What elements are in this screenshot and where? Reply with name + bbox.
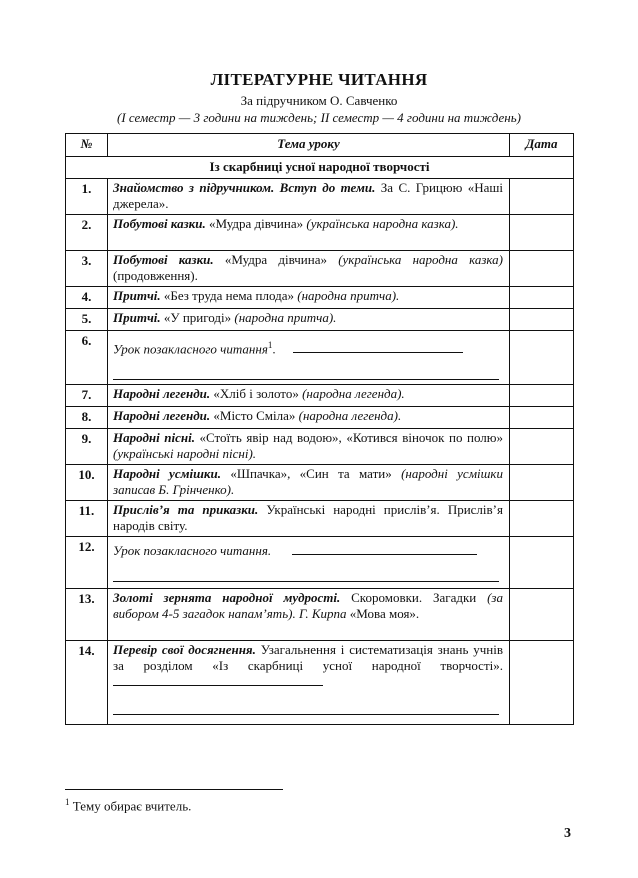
section-row — [66, 157, 574, 179]
topic-heading: Народні легенди. — [113, 386, 211, 401]
table-row — [66, 641, 574, 725]
topic-note: (народні усмішки записав Б. Грінченко). — [113, 466, 503, 497]
topic-text: «Стоїть явір над водою», «Котився віночок по полю» — [194, 430, 503, 445]
row-topic — [108, 429, 510, 465]
row-topic — [108, 465, 510, 501]
topic-text: «У пригоді» — [160, 310, 235, 325]
row-topic — [108, 385, 510, 407]
date-cell — [510, 641, 574, 725]
row-topic — [108, 287, 510, 309]
topic-heading: Перевір свої досягнення. — [113, 642, 256, 657]
table-row — [66, 251, 574, 287]
table-row — [66, 179, 574, 215]
row-number: 13. — [66, 589, 108, 641]
topic-text: «Мудра дівчина» — [213, 252, 339, 267]
row-topic — [108, 179, 510, 215]
topic-heading: Народні легенди. — [113, 408, 211, 423]
date-cell — [510, 251, 574, 287]
row-number: 11. — [66, 501, 108, 537]
header-topic: Тема уроку — [108, 134, 510, 157]
blank-line — [113, 365, 499, 380]
date-cell — [510, 429, 574, 465]
blank-line — [113, 700, 499, 715]
row-number: 14. — [66, 641, 108, 725]
topic-heading: Знайомство з підручником. Вступ до теми. — [113, 180, 376, 195]
table-row — [66, 309, 574, 331]
table-row — [66, 537, 574, 589]
date-cell — [510, 465, 574, 501]
topic-heading: Притчі. — [113, 288, 161, 303]
table-row — [66, 465, 574, 501]
footnote-mark: 1 — [65, 797, 70, 807]
topic-heading: Народні пісні. — [113, 430, 195, 445]
topic-text: «Місто Сміла» — [210, 408, 299, 423]
lessons-table — [65, 133, 574, 725]
date-cell — [510, 537, 574, 589]
topic-note: (українська народна казка). — [306, 216, 459, 231]
row-number: 4. — [66, 287, 108, 309]
row-number: 1. — [66, 179, 108, 215]
row-number: 10. — [66, 465, 108, 501]
row-number: 6. — [66, 331, 108, 385]
row-number: 5. — [66, 309, 108, 331]
topic-text: Узагальнення і систематизація знань учнів за розділом «Із скарбниці усної народної творчості». — [113, 642, 503, 673]
topic-heading: Притчі. — [113, 310, 161, 325]
date-cell — [510, 215, 574, 251]
table-row — [66, 501, 574, 537]
topic-heading: Прислів’я та приказки. — [113, 502, 259, 517]
date-cell — [510, 179, 574, 215]
date-cell — [510, 309, 574, 331]
page-title: ЛІТЕРАТУРНЕ ЧИТАННЯ — [210, 70, 428, 89]
footnote-text: Тему обирає вчитель. — [72, 798, 192, 814]
topic-heading: Народні усмішки. — [113, 466, 222, 481]
topic-note: (народна легенда). — [298, 408, 402, 423]
topic-note: (народна притча). — [297, 288, 400, 303]
textbook-note: За підручником О. Савченко — [240, 93, 398, 108]
topic-text: За С. Грицюю «Наші джерела». — [113, 180, 503, 211]
table-row — [66, 385, 574, 407]
table-header-row — [66, 134, 574, 157]
topic-text: «Шпачка», «Син та мати» — [221, 466, 402, 481]
table-row — [66, 589, 574, 641]
topic-heading: Побутові казки. — [113, 252, 214, 267]
blank-line — [292, 543, 477, 555]
topic-text: «Мудра дівчина» — [205, 216, 307, 231]
section-title: Із скарбниці усної народної творчості — [66, 157, 574, 179]
topic-tail: «Мова моя». — [346, 606, 420, 621]
topic-heading: Золоті зернята народної мудрості. — [113, 590, 341, 605]
row-number: 8. — [66, 407, 108, 429]
topic-text: Урок позакласного читання. — [113, 543, 272, 558]
topic-text: «Хліб і золото» — [210, 386, 303, 401]
row-number: 2. — [66, 215, 108, 251]
date-cell — [510, 287, 574, 309]
row-number: 9. — [66, 429, 108, 465]
row-topic — [108, 251, 510, 287]
topic-note: (українська народна казка) — [338, 252, 503, 267]
date-cell — [510, 501, 574, 537]
topic-text: Скоромовки. Загадки — [340, 590, 488, 605]
date-cell — [510, 407, 574, 429]
hours-note: (І семестр — 3 години на тиждень; II семестр — 4 години на тиждень) — [117, 110, 521, 125]
date-cell — [510, 385, 574, 407]
row-number: 7. — [66, 385, 108, 407]
row-topic — [108, 407, 510, 429]
row-topic — [108, 309, 510, 331]
topic-text: Українські народні прислів’я. Прислів’я народів світу. — [113, 502, 503, 533]
topic-text: Урок позакласного читання — [113, 341, 268, 357]
table-row — [66, 215, 574, 251]
header-number: № — [66, 134, 108, 157]
blank-line — [293, 341, 463, 353]
row-topic — [108, 589, 510, 641]
page-number: 3 — [564, 826, 571, 841]
row-number: 3. — [66, 251, 108, 287]
header-date: Дата — [510, 134, 574, 157]
topic-heading: Побутові казки. — [113, 216, 206, 231]
topic-tail: (продовження). — [113, 268, 198, 283]
topic-note: (народна притча). — [234, 310, 337, 325]
footnote-rule — [65, 789, 283, 790]
topic-text: «Без труда нема плода» — [160, 288, 298, 303]
topic-note: (українські народні пісні). — [113, 446, 257, 461]
date-cell — [510, 331, 574, 385]
row-topic — [108, 537, 510, 589]
table-row — [66, 429, 574, 465]
table-row — [66, 331, 574, 385]
topic-punct: . — [272, 341, 276, 357]
row-topic — [108, 501, 510, 537]
footnote — [65, 797, 191, 814]
row-number: 12. — [66, 537, 108, 589]
topic-note: (народна легенда). — [302, 386, 405, 401]
row-topic — [108, 641, 510, 725]
topic-note: (за вибором 4-5 загадок напам’ять). Г. Кирпа — [113, 590, 503, 621]
blank-line — [113, 674, 323, 686]
blank-line — [113, 567, 499, 582]
date-cell — [510, 589, 574, 641]
footnote-ref: 1 — [267, 340, 273, 350]
row-topic — [108, 331, 510, 385]
table-row — [66, 287, 574, 309]
table-row — [66, 407, 574, 429]
row-topic — [108, 215, 510, 251]
